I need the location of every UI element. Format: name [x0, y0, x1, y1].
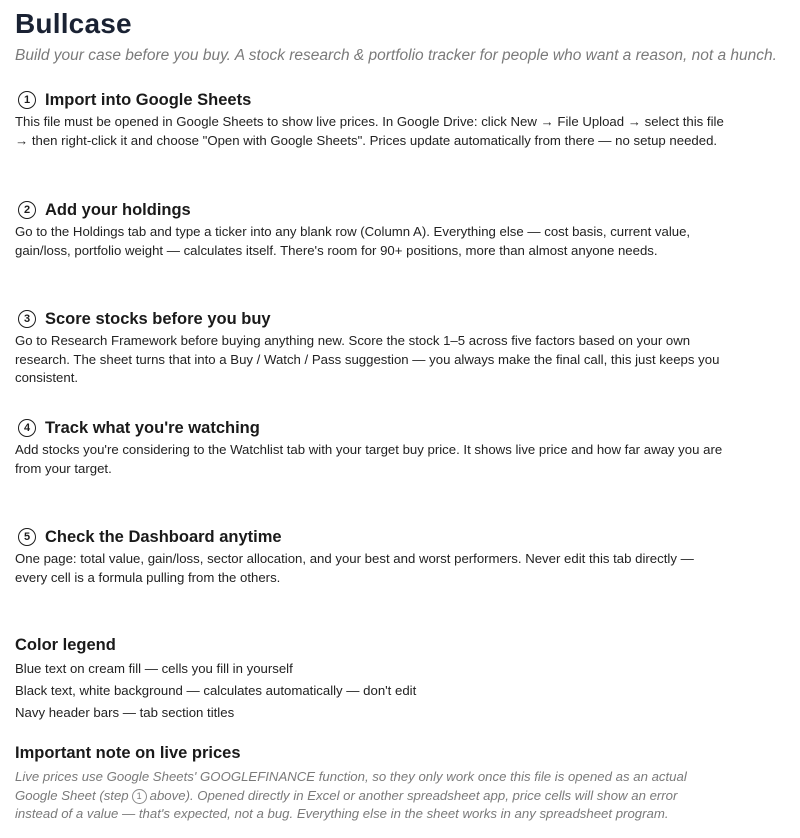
step-title: Check the Dashboard anytime	[45, 527, 282, 546]
step-number-badge: 2	[18, 201, 36, 219]
step-body: This file must be opened in Google Sheets to show live prices. In Google Drive: click New → File Upload → select this file → then right-click it and choose "Open with Google Sheets". Prices update automatically from there — no setup needed.	[15, 114, 724, 148]
step-number-badge: 1	[18, 91, 36, 109]
step-body: Add stocks you're considering to the Watchlist tab with your target buy price. It shows live price and how far away you are from your target.	[15, 442, 723, 476]
step-4	[15, 417, 727, 478]
note-text-before: Live prices use Google Sheets' GOOGLEFINANCE function, so they only work once this file is opened as an actual Google Sheet (step	[15, 769, 687, 803]
live-prices-note-heading: Important note on live prices	[15, 744, 241, 762]
color-legend-heading: Color legend	[15, 636, 116, 654]
step-reference-badge: 1	[132, 789, 147, 804]
step-body: Go to Research Framework before buying anything new. Score the stock 1–5 across five factors based on your own research. The sheet turns that into a Buy / Watch / Pass suggestion — you always make the final call, this just keeps you consistent.	[15, 333, 720, 385]
page-subtitle: Build your case before you buy. A stock research & portfolio tracker for people who want a reason, not a hunch.	[15, 47, 777, 64]
legend-item-input-cells: Blue text on cream fill — cells you fill in yourself	[15, 661, 293, 676]
step-5	[15, 526, 727, 587]
step-body: One page: total value, gain/loss, sector allocation, and your best and worst performers. Never edit this tab directly — every cell is a formula pulling from the others.	[15, 551, 694, 585]
step-title: Score stocks before you buy	[45, 309, 271, 328]
step-title: Track what you're watching	[45, 418, 260, 437]
step-number-badge: 5	[18, 528, 36, 546]
step-number-badge: 3	[18, 310, 36, 328]
step-3	[15, 308, 727, 388]
step-2	[15, 199, 727, 260]
page-title: Bullcase	[15, 8, 132, 39]
step-title: Import into Google Sheets	[45, 90, 252, 109]
legend-item-formula-cells: Black text, white background — calculates automatically — don't edit	[15, 683, 417, 698]
note-text-after: above). Opened directly in Excel or another spreadsheet app, price cells will show an error instead of a value — that's expected, not a bug. Everything else in the sheet works in any spreadsheet program.	[15, 787, 678, 821]
step-number-badge: 4	[18, 419, 36, 437]
step-body: Go to the Holdings tab and type a ticker into any blank row (Column A). Everything else — cost basis, current value, gain/loss, portfolio weight — calculates itself. There's room for 90+ positions, more than almost anyone needs.	[15, 224, 691, 258]
live-prices-note-body	[15, 768, 715, 824]
step-title: Add your holdings	[45, 200, 191, 219]
legend-item-header-bars: Navy header bars — tab section titles	[15, 705, 235, 720]
step-1	[15, 89, 727, 150]
